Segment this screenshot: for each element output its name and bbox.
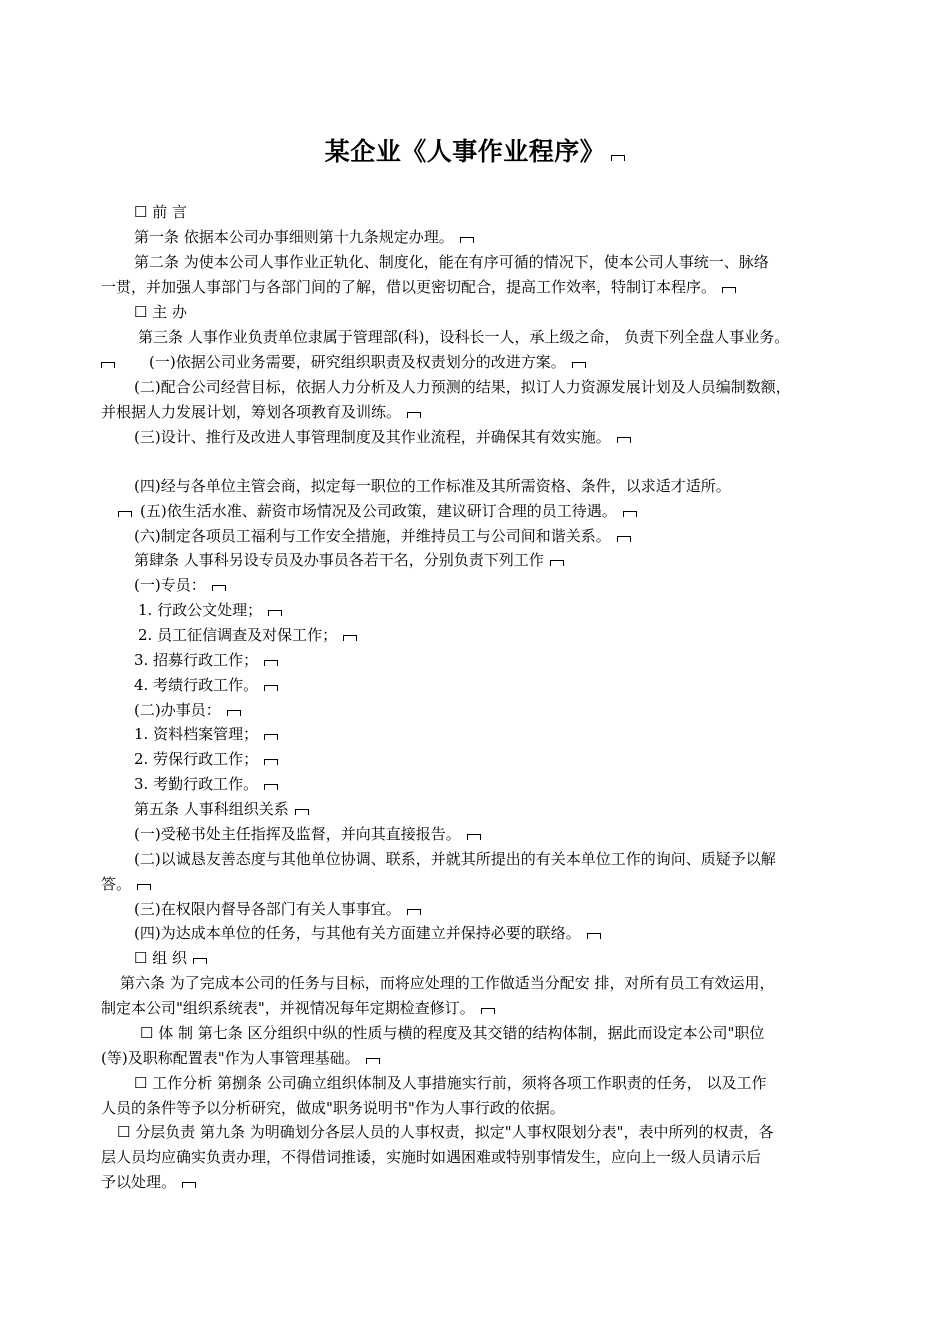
paragraph-mark-icon bbox=[264, 734, 278, 740]
paragraph-mark-icon bbox=[550, 560, 564, 566]
paragraph-mark-icon bbox=[617, 437, 631, 443]
article-4-specialist: (一)专员： bbox=[134, 575, 226, 595]
article-9-line-1: ☐ 分层负责 第九条 为明确划分各层人员的人事权责，拟定"人事权限划分表"，表中所列的权责，各 bbox=[117, 1123, 774, 1141]
paragraph-mark-icon bbox=[264, 784, 278, 790]
paragraph-mark-icon bbox=[587, 933, 601, 939]
article-3-item-5: (五)依生活水准、薪资市场情况及公司政策，建议研订合理的员工待遇。 bbox=[118, 501, 637, 521]
paragraph-mark-icon bbox=[101, 362, 115, 368]
paragraph-mark-icon bbox=[366, 1058, 380, 1064]
article-8-line-1: ☐ 工作分析 第捌条 公司确立组织体制及人事措施实行前，须将各项工作职责的任务， 以及工作 bbox=[134, 1074, 767, 1092]
article-2-line-2: 一贯，并加强人事部门与各部门间的了解，借以更密切配合，提高工作效率，特制订本程序。 bbox=[101, 277, 736, 297]
article-3-item-4: (四)经与各单位主管会商，拟定每一职位的工作标准及其所需资格、条件，以求适才适所。 bbox=[134, 477, 731, 495]
section-heading-organization: ☐ 组 织 bbox=[134, 948, 207, 968]
specialist-duty-3: 3. 招募行政工作； bbox=[134, 650, 278, 670]
paragraph-mark-icon bbox=[212, 585, 226, 591]
section-heading-organizer: ☐ 主 办 bbox=[134, 303, 187, 321]
article-8-line-2: 人员的条件等予以分析研究，做成"职务说明书"作为人事行政的依据。 bbox=[101, 1099, 565, 1117]
article-9-line-3: 予以处理。 bbox=[101, 1172, 196, 1192]
paragraph-mark-icon bbox=[623, 511, 637, 517]
clerk-duty-2: 2. 劳保行政工作； bbox=[134, 749, 278, 769]
article-3-item-1: (一)依据公司业务需要，研究组织职责及权责划分的改进方案。 bbox=[101, 352, 586, 372]
paragraph-mark-icon bbox=[295, 809, 309, 815]
paragraph-mark-icon bbox=[481, 1008, 495, 1014]
paragraph-mark-icon bbox=[264, 685, 278, 691]
article-2-line-1: 第二条 为使本公司人事作业正轨化、制度化，能在有序可循的情况下，使本公司人事统一、脉络 bbox=[134, 253, 769, 271]
paragraph-mark-icon bbox=[264, 759, 278, 765]
article-3-item-2-line-1: (二)配合公司经营目标，依据人力分析及人力预测的结果，拟订人力资源发展计划及人员编制数额， bbox=[134, 378, 791, 396]
specialist-duty-2: 2. 员工征信调查及对保工作； bbox=[138, 625, 357, 645]
article-6-line-1: 第六条 为了完成本公司的任务与目标，而将应处理的工作做适当分配安 排，对所有员工有效运用， bbox=[120, 974, 775, 992]
document-title: 某企业《人事作业程序》 bbox=[0, 132, 950, 168]
paragraph-mark-icon bbox=[182, 1182, 196, 1188]
article-9-line-2: 层人员均应确实负责办理，不得借词推诿，实施时如遇困难或特别事情发生，应向上一级人员请示后 bbox=[101, 1148, 762, 1166]
article-5: 第五条 人事科组织关系 bbox=[134, 799, 309, 819]
paragraph-mark-icon bbox=[467, 834, 481, 840]
article-4-clerk: (二)办事员： bbox=[134, 700, 241, 720]
paragraph-mark-icon bbox=[722, 287, 736, 293]
article-3-item-6: (六)制定各项员工福利与工作安全措施，并维持员工与公司间和谐关系。 bbox=[134, 526, 631, 546]
paragraph-mark-icon bbox=[227, 710, 241, 716]
paragraph-mark-icon bbox=[137, 884, 151, 890]
clerk-duty-3: 3. 考勤行政工作。 bbox=[134, 774, 278, 794]
paragraph-mark-icon bbox=[407, 412, 421, 418]
section-heading-preface: ☐ 前 言 bbox=[134, 203, 187, 221]
paragraph-mark-icon bbox=[264, 660, 278, 666]
article-7-line-1: ☐ 体 制 第七条 区分组织中纵的性质与横的程度及其交错的结构体制，据此而设定本公司"职位 bbox=[140, 1024, 765, 1042]
clerk-duty-1: 1. 资料档案管理； bbox=[134, 724, 278, 744]
article-5-item-3: (三)在权限内督导各部门有关人事事宜。 bbox=[134, 899, 421, 919]
paragraph-mark-icon bbox=[118, 511, 132, 517]
article-3: 第三条 人事作业负责单位隶属于管理部(科)，设科长一人，承上级之命， 负责下列全盘人事业务。 bbox=[138, 328, 790, 346]
specialist-duty-1: 1. 行政公文处理； bbox=[138, 600, 282, 620]
paragraph-mark-icon bbox=[268, 610, 282, 616]
article-6-line-2: 制定本公司"组织系统表"，并视情况每年定期检查修订。 bbox=[101, 998, 495, 1018]
article-5-item-4: (四)为达成本单位的任务，与其他有关方面建立并保持必要的联络。 bbox=[134, 923, 601, 943]
paragraph-mark-icon bbox=[193, 958, 207, 964]
article-3-item-2-line-2: 并根据人力发展计划，筹划各项教育及训练。 bbox=[101, 402, 421, 422]
specialist-duty-4: 4. 考绩行政工作。 bbox=[134, 675, 278, 695]
paragraph-mark-icon bbox=[572, 362, 586, 368]
paragraph-mark-icon bbox=[343, 635, 357, 641]
article-4: 第肆条 人事科另设专员及办事员各若干名，分别负责下列工作 bbox=[134, 550, 564, 570]
article-3-item-3: (三)设计、推行及改进人事管理制度及其作业流程，并确保其有效实施。 bbox=[134, 427, 631, 447]
article-1: 第一条 依据本公司办事细则第十九条规定办理。 bbox=[134, 227, 474, 247]
article-5-item-2-line-2: 答。 bbox=[101, 874, 151, 894]
paragraph-mark-icon bbox=[611, 155, 625, 161]
article-5-item-1: (一)受秘书处主任指挥及监督，并向其直接报告。 bbox=[134, 824, 481, 844]
paragraph-mark-icon bbox=[617, 536, 631, 542]
article-5-item-2-line-1: (二)以诚恳友善态度与其他单位协调、联系，并就其所提出的有关本单位工作的询问、质疑予以解 bbox=[134, 850, 776, 868]
paragraph-mark-icon bbox=[407, 909, 421, 915]
paragraph-mark-icon bbox=[460, 237, 474, 243]
article-7-line-2: (等)及职称配置表"作为人事管理基础。 bbox=[101, 1048, 380, 1068]
